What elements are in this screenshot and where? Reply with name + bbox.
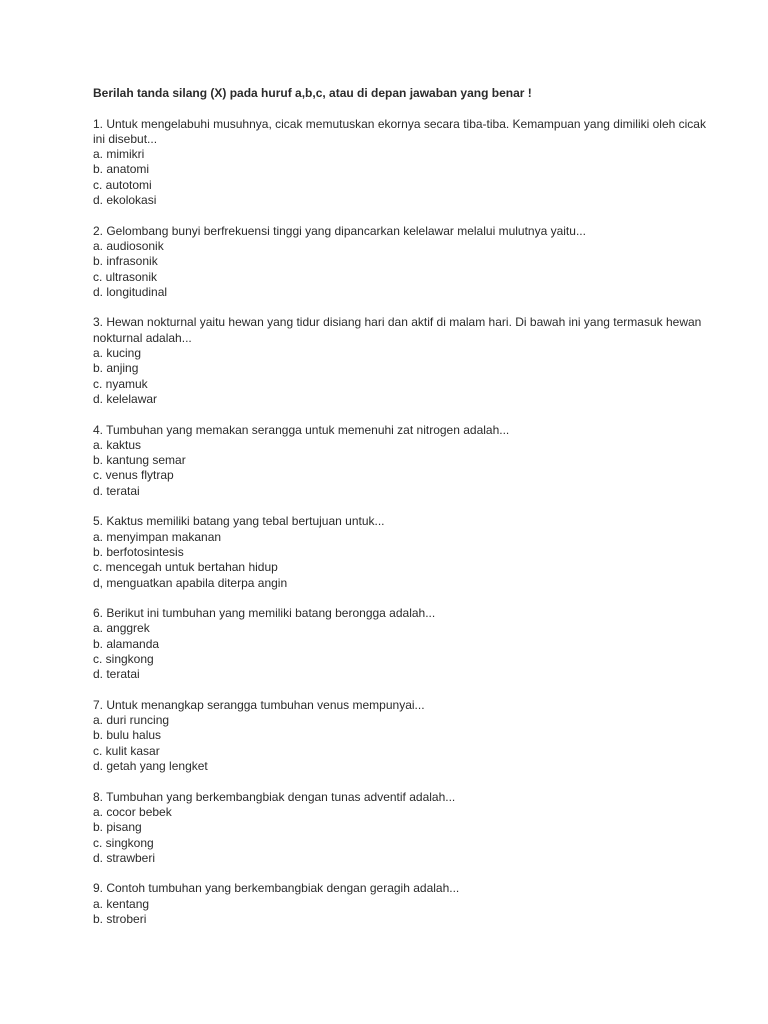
option-a: a. menyimpan makanan (93, 529, 222, 544)
option-b: b. pisang (93, 820, 142, 835)
question-9 (93, 881, 713, 927)
option-d: d, menguatkan apabila diterpa angin (93, 575, 288, 590)
option-a: a. kentang (93, 896, 150, 911)
option-c: c. autotomi (93, 177, 152, 192)
option-d: d. getah yang lengket (93, 759, 208, 774)
option-d: d. longitudinal (93, 284, 168, 299)
option-c: c. singkong (93, 835, 154, 850)
question-text: 1. Untuk mengelabuhi musuhnya, cicak memutuskan ekornya secara tiba-tiba. Kemampuan yang dimiliki oleh cicak ini disebut... (93, 116, 706, 146)
question-text: 8. Tumbuhan yang berkembangbiak dengan tunas adventif adalah... (93, 789, 456, 804)
option-a: a. audiosonik (93, 238, 164, 253)
question-text: 4. Tumbuhan yang memakan serangga untuk memenuhi zat nitrogen adalah... (93, 422, 510, 437)
option-c: c. kulit kasar (93, 743, 160, 758)
question-text: 2. Gelombang bunyi berfrekuensi tinggi yang dipancarkan kelelawar melalui mulutnya yaitu... (93, 223, 586, 238)
option-c: c. venus flytrap (93, 468, 174, 483)
option-d: d. kelelawar (93, 391, 158, 406)
option-b: b. stroberi (93, 912, 147, 927)
question-2 (93, 224, 713, 300)
option-b: b. kantung semar (93, 453, 186, 468)
option-a: a. duri runcing (93, 713, 170, 728)
question-text: 6. Berikut ini tumbuhan yang memiliki batang berongga adalah... (93, 606, 436, 621)
option-d: d. teratai (93, 483, 140, 498)
option-c: c. ultrasonik (93, 269, 158, 284)
question-8 (93, 790, 713, 866)
option-c: c. singkong (93, 651, 154, 666)
option-b: b. berfotosintesis (93, 544, 184, 559)
option-a: a. kucing (93, 346, 142, 361)
question-text: 7. Untuk menangkap serangga tumbuhan venus mempunyai... (93, 697, 425, 712)
option-d: d. teratai (93, 667, 140, 682)
instruction-text: Berilah tanda silang (X) pada huruf a,b,c, atau di depan jawaban yang benar ! (93, 86, 532, 100)
option-b: b. anatomi (93, 162, 150, 177)
option-a: a. mimikri (93, 147, 145, 162)
question-text: 3. Hewan nokturnal yaitu hewan yang tidur disiang hari dan aktif di malam hari. Di bawah ini yang termasuk hewan nokturnal adalah... (93, 315, 702, 345)
question-4 (93, 423, 713, 499)
question-1 (93, 117, 713, 209)
question-text: 5. Kaktus memiliki batang yang tebal bertujuan untuk... (93, 514, 385, 529)
option-c: c. nyamuk (93, 376, 148, 391)
option-b: b. infrasonik (93, 254, 158, 269)
option-a: a. kaktus (93, 437, 142, 452)
option-a: a. anggrek (93, 621, 150, 636)
worksheet-page (93, 86, 713, 943)
option-b: b. anjing (93, 361, 139, 376)
option-b: b. bulu halus (93, 728, 162, 743)
question-text: 9. Contoh tumbuhan yang berkembangbiak dengan geragih adalah... (93, 881, 460, 896)
question-3 (93, 315, 713, 407)
option-d: d. strawberi (93, 850, 156, 865)
option-c: c. mencegah untuk bertahan hidup (93, 560, 278, 575)
question-7 (93, 698, 713, 774)
option-b: b. alamanda (93, 636, 160, 651)
question-6 (93, 606, 713, 682)
option-a: a. cocor bebek (93, 804, 172, 819)
question-5 (93, 514, 713, 590)
option-d: d. ekolokasi (93, 193, 157, 208)
